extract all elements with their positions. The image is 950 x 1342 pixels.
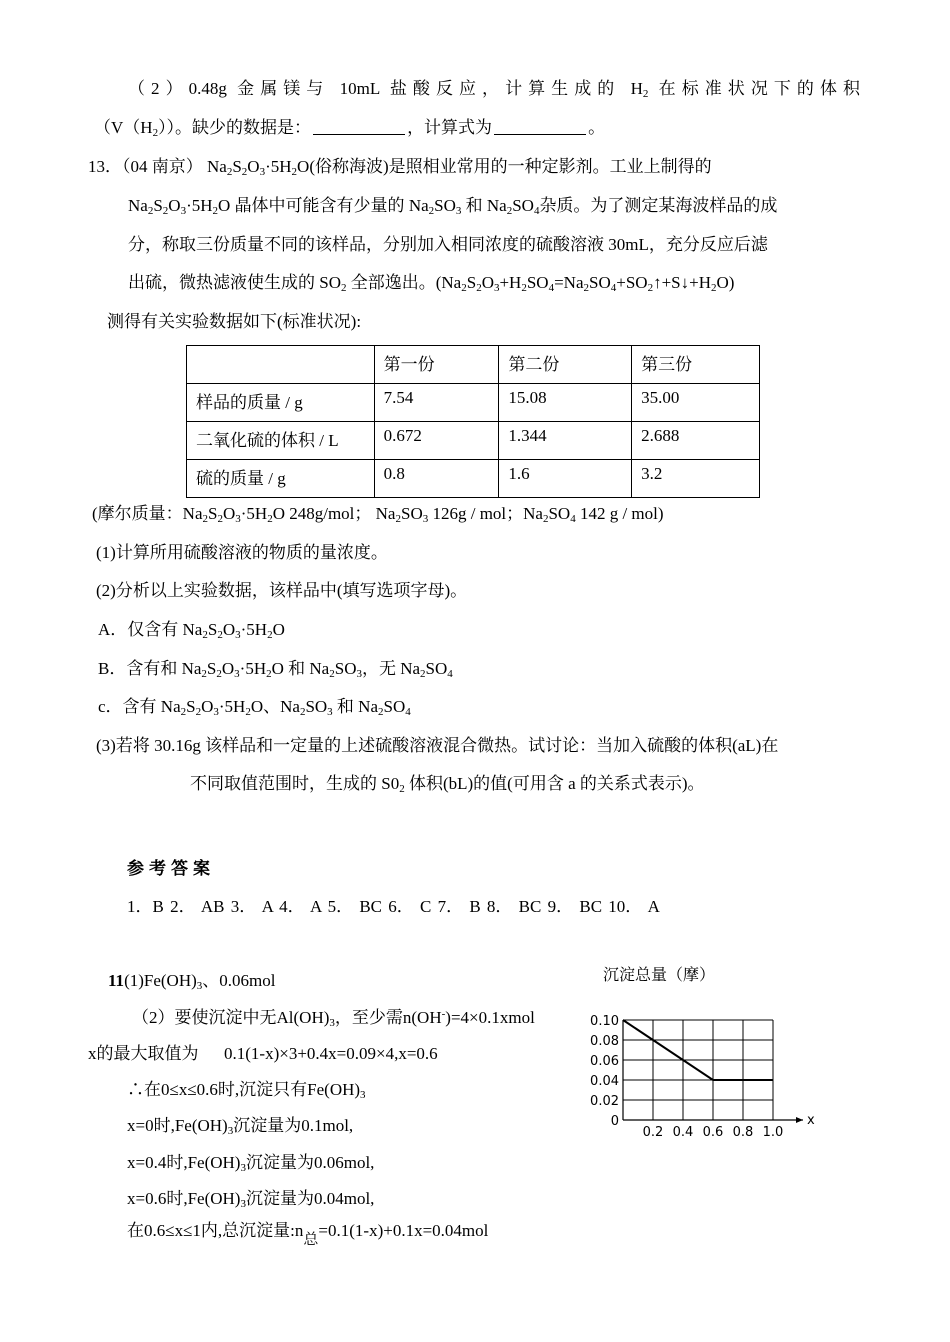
experiment-data-table bbox=[186, 345, 760, 498]
table-cell: 二氧化硫的体积 / L bbox=[187, 422, 375, 460]
q13-line2: $Na_2S_2O_3\cdot 5H_2O$ 晶体中可能含有少量的 $Na_2SO_3$ 和 $Na_2SO_4$杂质。为了测定某海波样品的成 bbox=[128, 196, 778, 217]
q11-line7: x=0.6时$,Fe(OH)_3$沉淀量为0.04mol, bbox=[127, 1189, 375, 1210]
x-axis-label: x bbox=[807, 1113, 815, 1128]
option-b: B．含有和 $Na_2S_2O_3\cdot 5H_2O$ 和 $Na_2SO_3$，无 $Na_2SO_4$ bbox=[98, 659, 453, 680]
q12-part2-line2: $(V(H_2))$。缺少的数据是： ，计算式为 。 bbox=[94, 118, 606, 139]
table-cell: 1.344 bbox=[499, 422, 632, 460]
q11-line5: x=0时$,Fe(OH)_3$沉淀量为0.1mol, bbox=[127, 1116, 354, 1137]
q11-line2: （2）要使沉淀中无$Al(OH)_3$，至少需n(OH-)=4×0.1xmol bbox=[132, 1008, 535, 1029]
chart-title: 沉淀总量（摩） bbox=[603, 965, 716, 984]
q12-part2-line1: （2）0.48g 金属镁与 10mL 盐酸反应，计算生成的 $H_2$ 在标准状况下的体积 bbox=[128, 79, 860, 100]
answer-blank-2[interactable] bbox=[494, 118, 586, 135]
option-c: c．含有 $Na_2S_2O_3\cdot 5H_2O$、$Na_2SO_3$ 和 $Na_2SO_4$ bbox=[98, 697, 411, 718]
q13-sub1: (1)计算所用硫酸溶液的物质的量浓度。 bbox=[96, 543, 388, 562]
formula-na2s2o3: $Na_2S_2O_3\cdot 5H_2O$ bbox=[128, 196, 231, 217]
table-row bbox=[187, 460, 760, 498]
table-cell: 0.672 bbox=[374, 422, 499, 460]
q13-sub3-line2: 不同取值范围时，生成的 $S0_2$ 体积(bL)的值(可用含 a 的关系式表示)。 bbox=[190, 774, 705, 795]
q11-line6: x=0.4时$,Fe(OH)_3$沉淀量为0.06mol, bbox=[127, 1153, 375, 1174]
q13-sub2: (2)分析以上实验数据，该样品中(填写选项字母)。 bbox=[96, 581, 468, 600]
q11-line1: $11(1)Fe(OH)_3$、0.06mol bbox=[108, 971, 276, 992]
table-cell: 15.08 bbox=[499, 384, 632, 422]
q11-line3: x的最大取值为 0.1(1-x)×3+0.4x=0.09×4,x=0.6 bbox=[88, 1044, 438, 1063]
q13-line4: 出硫，微热滤液使生成的 $SO_2$ 全部逸出。$(Na_2S_2O_3+H_2SO_4=Na_2SO_4+SO_2↑+S↓+H_2O)$ bbox=[128, 273, 735, 294]
table-cell: 35.00 bbox=[632, 384, 760, 422]
formula-na2s2o3: $Na_2S_2O_3\cdot 5H_2O$ bbox=[181, 659, 284, 680]
formula-na2s2o3: $Na_2S_2O_3\cdot 5H_2O$ bbox=[182, 504, 285, 525]
x-tick-label: 0.2 bbox=[642, 1125, 664, 1140]
formula-na2so4: $Na_2SO_4$ bbox=[523, 504, 576, 525]
y-tick-label: 0.10 bbox=[590, 1014, 619, 1029]
y-tick-label: 0.08 bbox=[590, 1034, 619, 1049]
y-tick-label: 0.04 bbox=[590, 1074, 619, 1089]
option-a: A．仅含有 $Na_2S_2O_3\cdot 5H_2O$ bbox=[98, 620, 285, 641]
table-cell: 0.8 bbox=[374, 460, 499, 498]
formula-na2s2o3: $Na_2S_2O_3\cdot 5H_2O$ bbox=[182, 620, 285, 641]
table-row bbox=[187, 384, 760, 422]
x-tick-label: 1.0 bbox=[762, 1125, 784, 1140]
table-header-cell bbox=[187, 346, 375, 384]
table-cell: 样品的质量 / g bbox=[187, 384, 375, 422]
q13-line5: 测得有关实验数据如下(标准状况): bbox=[107, 312, 362, 331]
table-header-row bbox=[187, 346, 760, 384]
formula-na2so4: $Na_2SO_4$ bbox=[400, 659, 453, 680]
answer-blank-1[interactable] bbox=[313, 118, 405, 135]
x-axis-arrow bbox=[796, 1117, 803, 1123]
table-header-cell: 第三份 bbox=[632, 346, 760, 384]
table-cell: 7.54 bbox=[374, 384, 499, 422]
formula-na2so3: $Na_2SO_3$ bbox=[375, 504, 429, 525]
y-tick-label: 0 bbox=[610, 1114, 619, 1129]
y-tick-label: 0.02 bbox=[590, 1094, 619, 1109]
question-number: 13． bbox=[88, 157, 122, 176]
precipitate-chart bbox=[585, 960, 820, 1145]
q13-line1: 13．（04 南京） $Na_2S_2O_3\cdot 5H_2O$(俗称海波)是照相业常用的一种定影剂。工业上制得的 bbox=[88, 157, 712, 178]
table-header-cell: 第二份 bbox=[499, 346, 632, 384]
q13-sub3-line1: (3)若将 30.16g 该样品和一定量的上述硫酸溶液混合微热。试讨论：当加入硫酸的体积(aL)在 bbox=[96, 736, 779, 755]
q11-line4: ∴在0≤x≤0.6时,沉淀只有$Fe(OH)_3$ bbox=[127, 1080, 366, 1101]
q13-line3: 分，称取三份质量不同的该样品，分别加入相同浓度的硫酸溶液 30mL，充分反应后滤 bbox=[128, 235, 768, 254]
answers-line: 1．B 2． AB 3． A 4． A 5． BC 6． C 7． B 8． BC 9． BC 10． A bbox=[127, 897, 660, 916]
table-cell: 1.6 bbox=[499, 460, 632, 498]
table-cell: 3.2 bbox=[632, 460, 760, 498]
formula-na2s2o3: $Na_2S_2O_3\cdot 5H_2O$ bbox=[160, 697, 264, 718]
y-tick-label: 0.06 bbox=[590, 1054, 619, 1069]
formula-na2s2o3: $Na_2S_2O_3\cdot 5H_2O$ bbox=[207, 157, 310, 178]
x-tick-label: 0.4 bbox=[672, 1125, 694, 1140]
formula-na2so3: $Na_2SO_3$ bbox=[280, 697, 333, 718]
table-header-cell: 第一份 bbox=[374, 346, 499, 384]
molar-mass-note: (摩尔质量：$Na_2S_2O_3\cdot 5H_2O$ 248g/mol； $Na_2SO_3$ 126g / mol；$Na_2SO_4$ 142 g / mol) bbox=[92, 504, 664, 525]
table-cell: 硫的质量 / g bbox=[187, 460, 375, 498]
formula-na2so3: $Na_2SO_3$ bbox=[309, 659, 362, 680]
formula-na2so4: $Na_2SO_4$ bbox=[358, 697, 411, 718]
table-row bbox=[187, 422, 760, 460]
answers-title: 参考答案 bbox=[127, 859, 215, 878]
x-tick-label: 0.8 bbox=[732, 1125, 754, 1140]
table-cell: 2.688 bbox=[632, 422, 760, 460]
reaction-equation: $(Na_2S_2O_3+H_2SO_4=Na_2SO_4+SO_2↑+S↓+H_2O)$ bbox=[435, 273, 735, 294]
q11-line8: 在0.6≤x≤1内,总沉淀量$:n_总=0.1(1-x)+0.1x=0.04mol$ bbox=[127, 1221, 489, 1248]
series-line bbox=[623, 1020, 773, 1080]
formula-na2so4: $Na_2SO_4$ bbox=[486, 196, 540, 217]
x-tick-label: 0.6 bbox=[702, 1125, 724, 1140]
formula-na2so3: $Na_2SO_3$ bbox=[408, 196, 462, 217]
